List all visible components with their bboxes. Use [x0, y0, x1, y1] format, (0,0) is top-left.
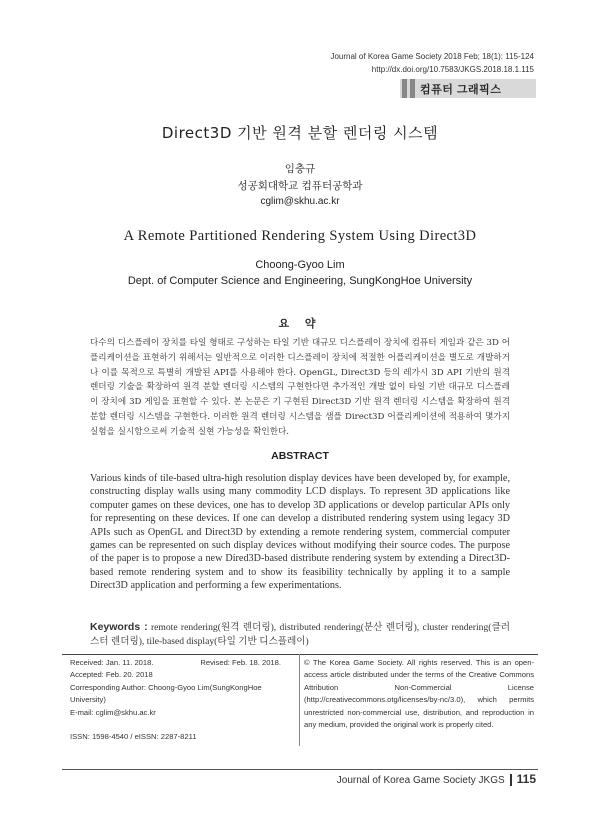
author-email[interactable]: cglim@skhu.ac.kr	[260, 196, 340, 207]
divider	[62, 654, 538, 655]
keywords-text: remote rendering(원격 렌더링), distributed rendering(분산 렌더링), cluster rendering(클러스터 렌더링), tile-based display(타일 기반 디스플레이)	[90, 622, 510, 647]
abstract-text: Various kinds of tile-based ultra-high resolution display devices have been developed by, for example, constructing display walls using many commodity LCD displays. To represent 3D applications like computer games on these devices, one has to develop 3D applications or develop particular APIs only for representing on these devices. If one can develop a distributed rendering system using legacy 3D APIs such as OpenGL and Direct3D by extending a remote rendering system, commercial computer games can be represented on such display devices without modifying their source codes. The purpose of the paper is to propose a new Dired3D-based distribute rendering system by extending a Direct3D-based remote rendering system and to show its feasibility technically by appling it to a sample Direct3D application and performing a few experimentations.	[90, 473, 510, 592]
category-label: 컴퓨터 그래픽스	[420, 84, 502, 96]
footer-separator	[510, 774, 512, 786]
license-text: © The Korea Game Society. All rights reserved. This is an open-access article distributed under the terms of the Creative Commons Attribution Non-Commercial License (http://creativecommons.otg/licenses/by-nc/3.0), which permits unrestricted non-commercial use, distribution, and reproduction in any medium, provided the original work is properly cited.	[304, 658, 534, 730]
column-divider	[299, 654, 300, 746]
category-marker	[402, 79, 407, 98]
page-footer	[337, 772, 536, 786]
revised-date: Revised: Feb. 18. 2018.	[200, 658, 281, 667]
keywords-label: Keywords :	[90, 621, 148, 633]
category-marker	[410, 79, 415, 98]
title-english: A Remote Partitioned Rendering System Using Direct3D	[123, 228, 477, 244]
corresponding-email[interactable]: E-mail: cglim@skhu.ac.kr	[70, 707, 156, 717]
page-number: 115	[516, 772, 536, 786]
footer-divider	[62, 769, 538, 770]
affiliation-english: Dept. of Computer Science and Engineering, SungKongHoe University	[127, 275, 473, 287]
doi-link[interactable]: http://dx.doi.org/10.7583/JKGS.2018.18.1.115	[371, 65, 534, 74]
keywords	[90, 620, 510, 649]
author-english: Choong-Gyoo Lim	[255, 259, 345, 271]
author-korean: 임충규	[284, 163, 316, 175]
affiliation-korean: 성공회대학교 컴퓨터공학과	[237, 180, 363, 192]
corresponding-author: Corresponding Author: Choong-Gyoo Lim(SungKongHoe University)	[70, 682, 262, 705]
footer-journal: Journal of Korea Game Society JKGS	[336, 775, 505, 786]
abstract-heading: ABSTRACT	[271, 450, 329, 462]
issn: ISSN: 1598-4540 / eISSN: 2287-8211	[70, 732, 197, 742]
summary-heading: 요 약	[278, 317, 322, 330]
journal-citation: Journal of Korea Game Society 2018 Feb; 18(1): 115-124	[330, 52, 534, 61]
received-date: Received: Jan. 11. 2018.	[70, 658, 154, 667]
article-dates	[70, 657, 295, 743]
title-korean: Direct3D 기반 원격 분할 렌더링 시스템	[161, 124, 439, 142]
accepted-date: Accepted: Feb. 20. 2018	[70, 670, 153, 680]
summary-korean: 다수의 디스플레이 장치를 타일 형태로 구성하는 타일 기반 대규모 디스플레이 장치에 컴퓨터 게임과 같은 3D 어플리케이션을 표현하기 위해서는 일반적으로 이러한 디스플레이 장치에 적절한 어플리케이션을 별도로 개발하거나 이를 목적으로 특별히 개발된 API를 사용해야 한다. OpenGL, Direct3D 등의 레가시 3D API 기반의 원격 렌더링 기술을 확장하여 원격 분할 렌더링 시스템의 구현한다면 추가적인 개발 없이 타일 기반 대규모 디스플레이 장치에 3D 게임을 표현할 수 있다. 본 논문은 기 구현된 Direct3D 기반 원격 렌더링 시스템을 확장하여 원격 분할 렌더링 시스템을 구현한다. 이러한 원격 렌더링 시스템을 샘플 Direct3D 어플리케이션에 적용하여 몇가지 실험을 실시함으로써 기술적 실현 가능성을 확인한다.	[90, 338, 510, 437]
